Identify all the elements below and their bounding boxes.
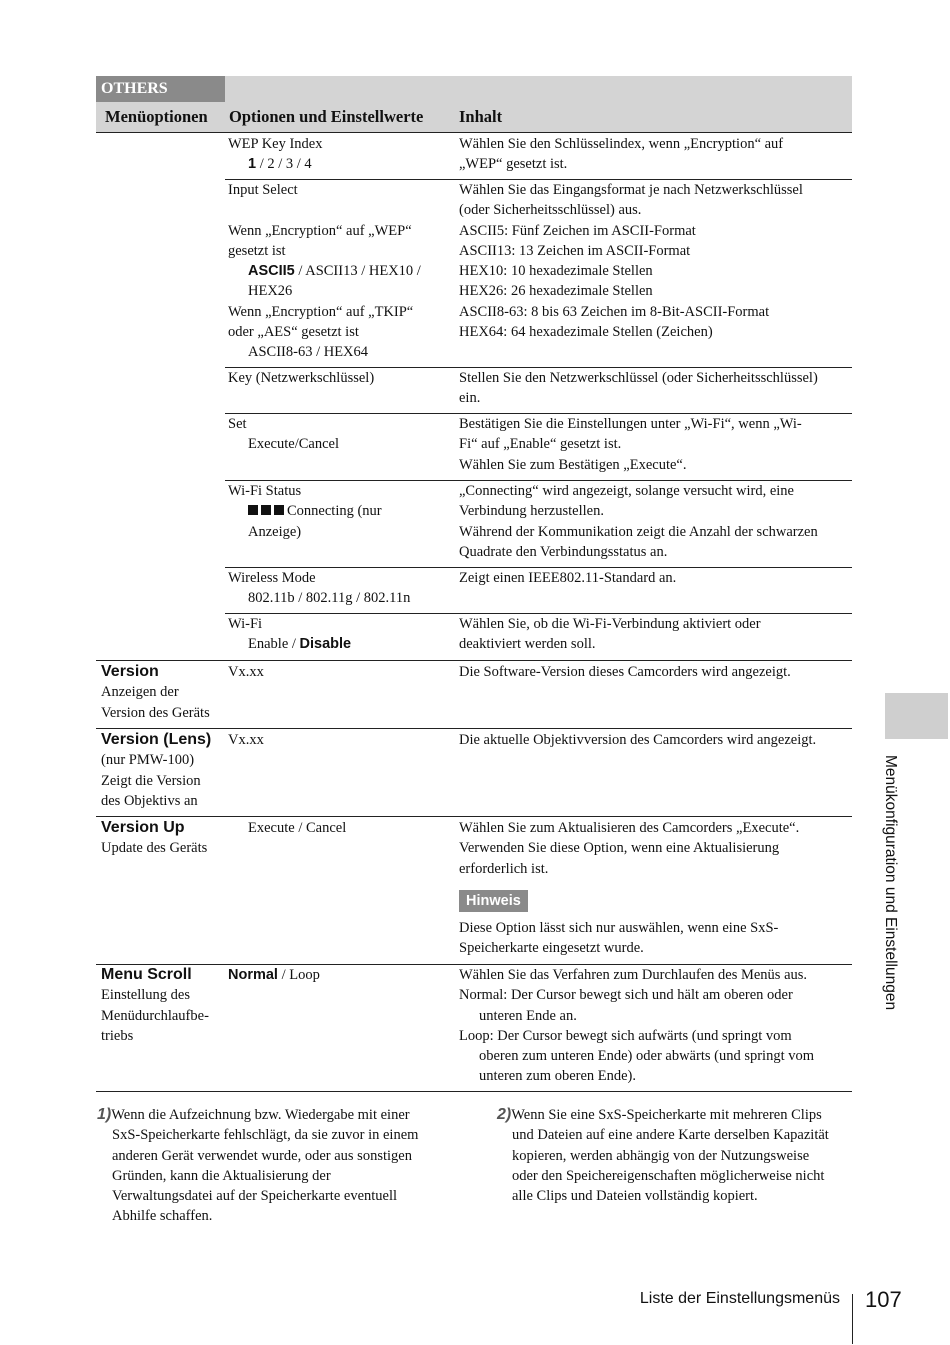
- column-header-row: [96, 102, 852, 133]
- option-key: Key (Netzwerkschlüssel): [228, 370, 375, 386]
- menu-version-lens: Version (Lens) (nur PMW-100) Zeigt die Version des Objektivs an: [101, 731, 212, 809]
- desc-menu-scroll: Wählen Sie das Verfahren zum Durchlaufen des Menüs aus. Normal: Der Cursor bewegt sich und hält am oberen oder unteren Ende an. Loop: Der Cursor bewegt sich aufwärts (und springt vom oberen zum unteren Ende) oder abwärts (und springt vom unteren zum oberen Ende).: [459, 967, 815, 1085]
- desc-key: Stellen Sie den Netzwerkschlüssel (oder Sicherheitsschlüssel) ein.: [459, 370, 818, 407]
- section-tab-others: OTHERS: [96, 76, 225, 102]
- desc-input-select: Wählen Sie das Eingangsformat je nach Netzwerkschlüssel (oder Sicherheitsschlüssel) aus. ASCII5: Fünf Zeichen im ASCII-Format ASCII13: 13 Zeichen im ASCII-Format HEX10: 10 hexadezimale Stellen HEX26: 26 hexadezimale Stellen ASCII8-63: 8 bis 63 Zeichen im 8-Bit-ASCII-Format HEX64: 64 hexadezimale Stellen (Zeichen): [459, 182, 803, 341]
- column-header-menu: Menüoptionen: [105, 107, 208, 126]
- footer-divider: [852, 1294, 853, 1344]
- note-text: Diese Option lässt sich nur auswählen, wenn eine SxS- Speicherkarte eingesetzt wurde.: [459, 920, 779, 957]
- header-band: [225, 76, 852, 102]
- option-wireless-mode: Wireless Mode 802.11b / 802.11g / 802.11n: [228, 570, 411, 607]
- status-square-icon: [261, 505, 271, 515]
- option-input-select: Input Select Wenn „Encryption“ auf „WEP“ gesetzt ist ASCII5 / ASCII13 / HEX10 / HEX26 Wenn „Encryption“ auf „TKIP“ oder „AES“ gesetzt ist ASCII8-63 / HEX64: [228, 182, 421, 361]
- footnote-1: 1)Wenn die Aufzeichnung bzw. Wiedergabe mit einer SxS-Speicherkarte fehlschlägt, da sie zuvor in einem anderen Gerät verwendet wurde, oder aus sonstigen Gründen, kann die Aktualisierung der Verwaltungsdatei auf der Speicherkarte eventuell Abhilfe schaffen.: [97, 1106, 419, 1225]
- option-set: Set Execute/Cancel: [228, 416, 339, 453]
- footnote-2: 2)Wenn Sie eine SxS-Speicherkarte mit mehreren Clips und Dateien auf eine andere Karte derselben Kapazität kopieren, werden abhängig von der Nutzungsweise oder den Speichereigenschaften möglicherweise nicht alle Clips und Dateien vollständig kopiert.: [497, 1106, 829, 1205]
- option-wep-key-index: WEP Key Index 1 / 2 / 3 / 4: [228, 136, 323, 173]
- option-wifi: Wi-Fi Enable / Disable: [228, 616, 352, 653]
- row-divider: [96, 728, 852, 729]
- desc-version: Die Software-Version dieses Camcorders wird angezeigt.: [459, 664, 791, 680]
- desc-version-lens: Die aktuelle Objektivversion des Camcorders wird angezeigt.: [459, 732, 817, 748]
- page-number: 107: [865, 1287, 902, 1312]
- row-divider: [96, 660, 852, 661]
- note-label: Hinweis: [459, 890, 528, 912]
- footer-section-label: Liste der Einstellungsmenüs: [639, 1290, 840, 1307]
- menu-version-up: Version Up Update des Geräts: [101, 819, 208, 857]
- desc-version-up: Wählen Sie zum Aktualisieren des Camcorders „Execute“. Verwenden Sie diese Option, wenn eine Aktualisierung erforderlich ist.: [459, 820, 800, 877]
- desc-wifi-status: „Connecting“ wird angezeigt, solange versucht wird, eine Verbindung herzustellen. Während der Kommunikation zeigt die Anzahl der schwarzen Quadrate den Verbindungsstatus an.: [459, 483, 818, 560]
- chapter-side-tab: [885, 693, 948, 739]
- table-bottom-rule: [96, 1091, 852, 1092]
- desc-wep-key-index: Wählen Sie den Schlüsselindex, wenn „Encryption“ auf „WEP“ gesetzt ist.: [459, 136, 784, 173]
- desc-wireless-mode: Zeigt einen IEEE802.11-Standard an.: [459, 570, 677, 586]
- desc-set: Bestätigen Sie die Einstellungen unter „Wi-Fi“, wenn „Wi- Fi“ auf „Enable“ gesetzt ist. Wählen Sie zum Bestätigen „Execute“.: [459, 416, 802, 473]
- row-divider: [96, 816, 852, 817]
- menu-version: Version Anzeigen der Version des Geräts: [101, 663, 210, 721]
- status-square-icon: [248, 505, 258, 515]
- column-header-content: Inhalt: [459, 107, 503, 126]
- option-version-lens: Vx.xx: [228, 732, 264, 748]
- column-header-options: Optionen und Einstellwerte: [229, 107, 424, 126]
- option-wifi-status: Wi-Fi Status Connecting (nur Anzeige): [228, 483, 382, 540]
- option-menu-scroll: Normal / Loop: [228, 967, 320, 983]
- option-version: Vx.xx: [228, 664, 264, 680]
- option-version-up: Execute / Cancel: [248, 820, 347, 836]
- desc-wifi: Wählen Sie, ob die Wi-Fi-Verbindung aktiviert oder deaktiviert werden soll.: [459, 616, 761, 653]
- menu-menu-scroll: Menu Scroll Einstellung des Menüdurchlaufbe- triebs: [101, 966, 209, 1044]
- status-square-icon: [274, 505, 284, 515]
- chapter-side-label: Menükonfiguration und Einstellungen: [882, 755, 899, 1011]
